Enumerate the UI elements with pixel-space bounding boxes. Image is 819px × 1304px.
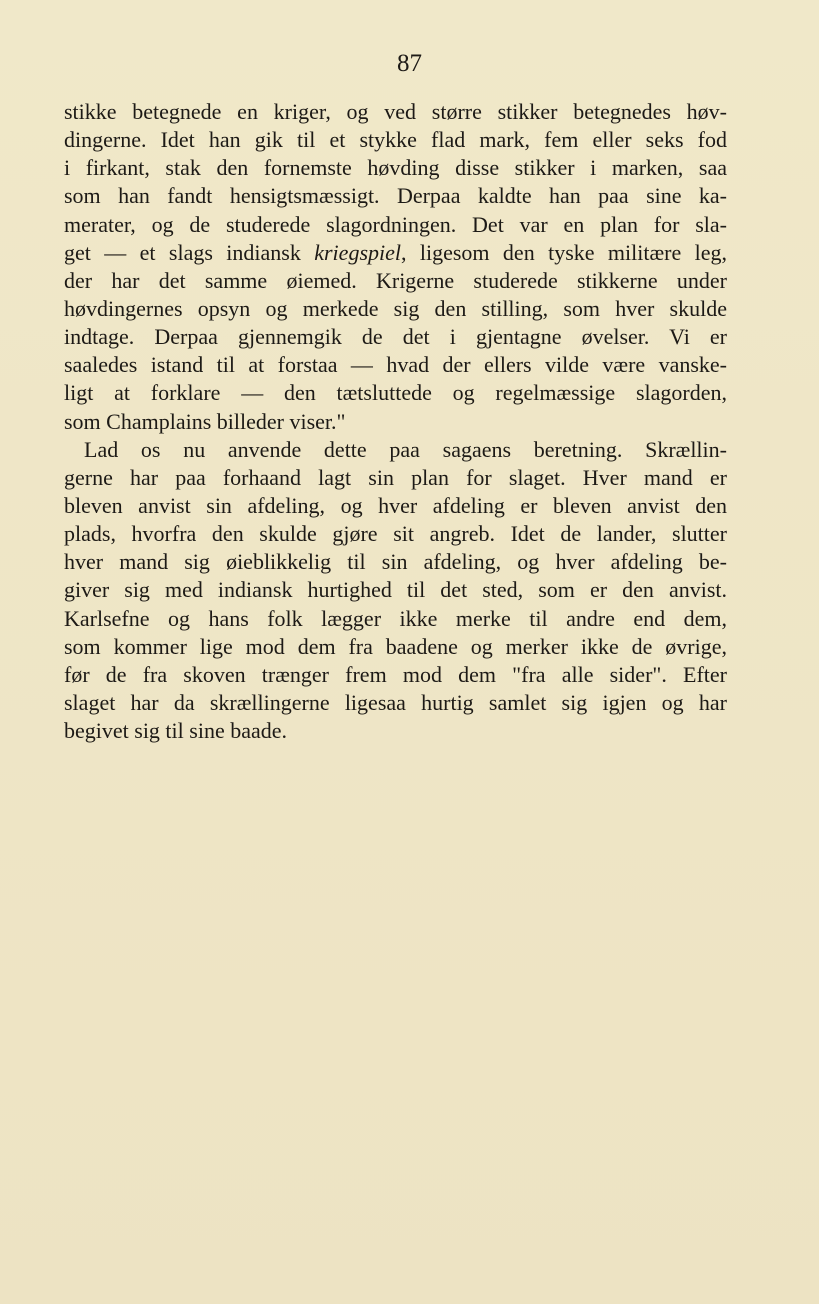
text-line-22: slaget har da skrællingerne ligesaa hurtig samlet sig igjen og har [64,689,727,715]
text-line-8: høvdingernes opsyn og merkede sig den stilling, som hver skulde [64,295,727,321]
text-line-13: Lad os nu anvende dette paa sagaens beretning. Skrællin- [84,436,727,462]
text-line-16: plads, hvorfra den skulde gjøre sit angreb. Idet de lander, slutter [64,521,727,547]
text-line-4: som han fandt hensigtsmæssigt. Derpaa kaldte han paa sine ka- [64,183,727,209]
text-line-19: Karlsefne og hans folk lægger ikke merke til andre end dem, [64,605,727,631]
text-line-6: get — et slags indiansk kriegspiel, ligesom den tyske militære leg, [64,239,727,265]
text-line-20: som kommer lige mod dem fra baadene og merker ikke de øvrige, [64,633,727,659]
text-line-21: før de fra skoven trænger frem mod dem "fra alle sider". Efter [64,661,727,687]
text-line-17: hver mand sig øieblikkelig til sin afdeling, og hver afdeling be- [64,549,727,575]
text-line-2: dingerne. Idet han gik til et stykke flad mark, fem eller seks fod [64,127,727,153]
text-line-1: stikke betegnede en kriger, og ved større stikker betegnedes høv- [64,99,727,124]
text-line-23: begivet sig til sine baade. [64,718,287,744]
text-line-12: som Champlains billeder viser." [64,408,346,434]
body-text [64,98,727,745]
text-line-9: indtage. Derpaa gjennemgik de det i gjentagne øvelser. Vi er [64,324,727,350]
text-line-11: ligt at forklare — den tætsluttede og regelmæssige slagorden, [64,380,727,406]
text-line-14: gerne har paa forhaand lagt sin plan for slaget. Hver mand er [64,464,727,490]
page-number: 87 [397,50,422,77]
text-line-10: saaledes istand til at forstaa — hvad der ellers vilde være vanske- [64,352,727,378]
text-line-5: merater, og de studerede slagordningen. Det var en plan for sla- [64,211,727,237]
italic-term-kriegspiel: kriegspiel [314,239,401,265]
text-line-18: giver sig med indiansk hurtighed til det sted, som er den anvist. [64,577,727,603]
text-line-15: bleven anvist sin afdeling, og hver afdeling er bleven anvist den [64,492,727,518]
text-line-3: i firkant, stak den fornemste høvding disse stikker i marken, saa [64,155,727,181]
text-line-7: der har det samme øiemed. Krigerne studerede stikkerne under [64,267,727,293]
